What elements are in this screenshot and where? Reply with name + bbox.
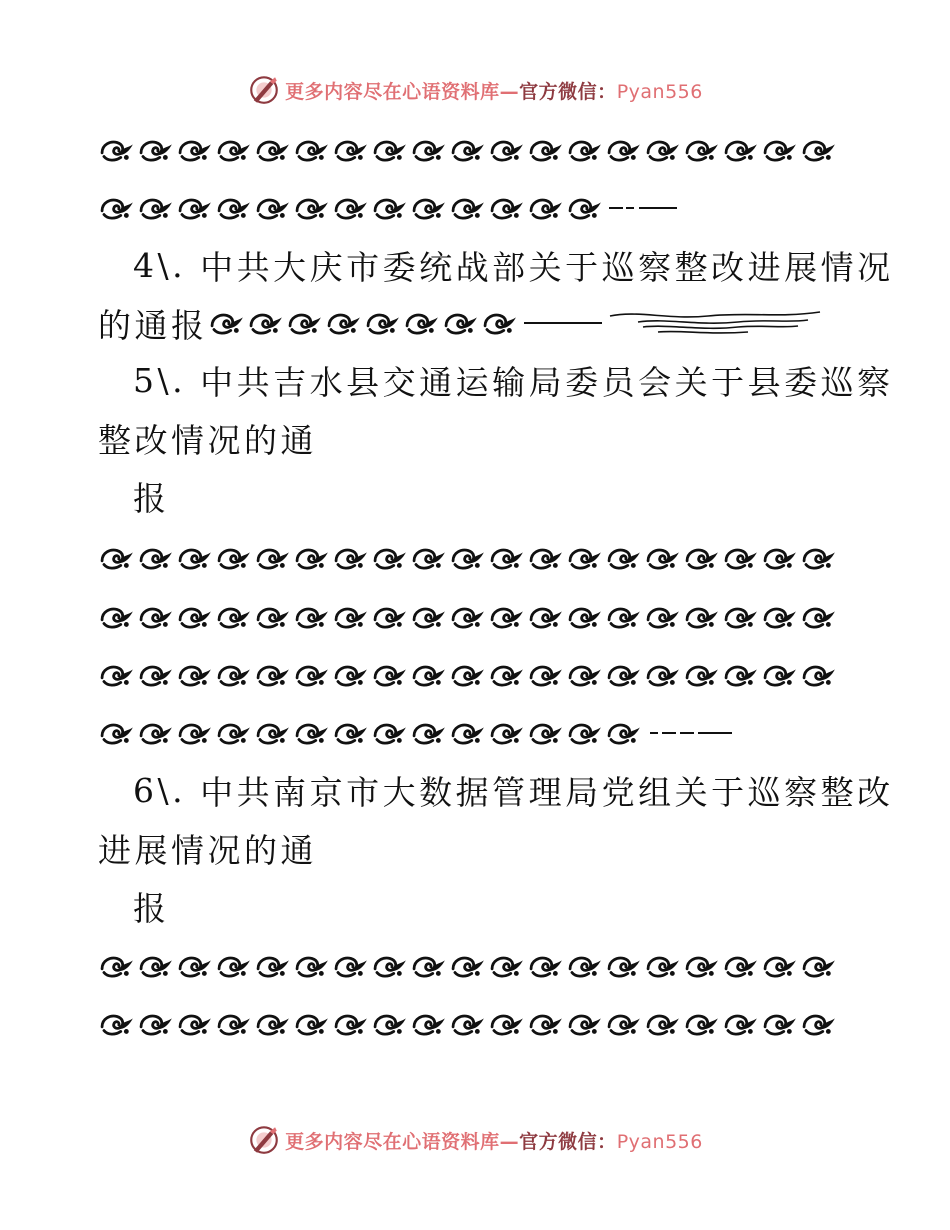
swirl-leaf-icon [449, 952, 487, 980]
swirl-leaf-icon [254, 136, 292, 164]
swirl-leaf-icon [137, 603, 175, 631]
swirl-leaf-icon [683, 952, 721, 980]
swirl-leaf-icon [293, 544, 331, 572]
pen-circle-logo-icon [247, 1123, 281, 1157]
swirl-leaf-icon [371, 719, 409, 747]
swirl-leaf-icon [644, 1010, 682, 1038]
swirl-leaf-icon [98, 136, 136, 164]
swirl-leaf-icon [254, 544, 292, 572]
swirl-leaf-icon [293, 603, 331, 631]
swirl-leaf-icon [98, 603, 136, 631]
swirl-leaf-icon [566, 719, 604, 747]
swirl-leaf-icon [137, 952, 175, 980]
swirl-leaf-icon [98, 952, 136, 980]
swirl-leaf-icon [293, 719, 331, 747]
swirl-leaf-icon [176, 1010, 214, 1038]
swirl-leaf-icon [215, 1010, 253, 1038]
swirl-leaf-icon [332, 544, 370, 572]
swirl-leaf-icon [176, 544, 214, 572]
swirl-leaf-icon [527, 719, 565, 747]
swirl-leaf-icon [488, 719, 526, 747]
swirl-leaf-icon [761, 661, 799, 689]
swirl-leaf-icon [449, 544, 487, 572]
swirl-leaf-icon [800, 952, 838, 980]
swirl-leaf-icon [449, 194, 487, 222]
swirl-leaf-icon [371, 603, 409, 631]
swirl-leaf-icon [215, 194, 253, 222]
swirl-leaf-icon [683, 603, 721, 631]
swirl-leaf-icon [410, 719, 448, 747]
swirl-leaf-icon [488, 194, 526, 222]
swirl-leaf-icon [722, 1010, 760, 1038]
swirl-leaf-icon [449, 661, 487, 689]
swirl-leaf-icon [527, 1010, 565, 1038]
item-title-line3: 报 [133, 478, 170, 518]
swirl-leaf-icon [722, 136, 760, 164]
swirl-leaf-icon [527, 603, 565, 631]
swirl-leaf-icon [254, 952, 292, 980]
ornament-row [98, 179, 858, 237]
swirl-leaf-icon [722, 952, 760, 980]
swirl-leaf-icon [761, 544, 799, 572]
swirl-leaf-icon [332, 603, 370, 631]
swirl-leaf-icon [137, 544, 175, 572]
swirl-leaf-icon [332, 719, 370, 747]
swirl-leaf-icon [761, 952, 799, 980]
ornament-row [98, 704, 858, 762]
swirl-leaf-icon [332, 952, 370, 980]
swirl-leaf-icon [208, 309, 246, 337]
item-number: 4\. [133, 245, 187, 285]
swirl-leaf-icon [800, 661, 838, 689]
swirl-leaf-icon [215, 719, 253, 747]
swirl-leaf-icon [605, 952, 643, 980]
swirl-leaf-icon [488, 603, 526, 631]
ornament-row [98, 588, 858, 646]
swirl-leaf-icon [488, 952, 526, 980]
swirl-leaf-icon [449, 1010, 487, 1038]
banner-wechat-id: Pyan556 [616, 1130, 703, 1153]
swirl-leaf-icon [644, 603, 682, 631]
swirl-leaf-icon [293, 136, 331, 164]
swirl-leaf-icon [527, 661, 565, 689]
swirl-leaf-icon [137, 194, 175, 222]
rule-dash [680, 732, 694, 734]
swirl-leaf-icon [254, 603, 292, 631]
swirl-leaf-icon [605, 661, 643, 689]
swirl-leaf-icon [449, 136, 487, 164]
swirl-leaf-icon [605, 1010, 643, 1038]
header-banner [0, 70, 950, 110]
swirl-leaf-icon [332, 194, 370, 222]
swirl-leaf-icon [800, 603, 838, 631]
swirl-leaf-icon [371, 661, 409, 689]
swirl-leaf-icon [644, 544, 682, 572]
swirl-leaf-icon [644, 952, 682, 980]
rule-dash [639, 207, 677, 209]
swirl-leaf-icon [683, 1010, 721, 1038]
rule-dash [626, 207, 634, 209]
swirl-leaf-icon [371, 952, 409, 980]
swirl-leaf-icon [98, 544, 136, 572]
item-number: 6\. [133, 770, 187, 810]
item-title-line1: 中共南京市大数据管理局党组关于巡察整改 [200, 772, 894, 812]
list-item-6 [133, 761, 893, 819]
swirl-leaf-icon [371, 136, 409, 164]
swirl-leaf-icon [527, 194, 565, 222]
banner-main-text: 更多内容尽在心语资料库 [285, 1130, 500, 1153]
swirl-leaf-icon [722, 661, 760, 689]
item-title-line1: 中共吉水县交通运输局委员会关于县委巡察 [200, 362, 894, 402]
swirl-leaf-icon [488, 544, 526, 572]
swirl-leaf-icon [254, 194, 292, 222]
swirl-leaf-icon [410, 1010, 448, 1038]
swirl-leaf-icon [605, 603, 643, 631]
pen-circle-logo-icon [247, 73, 281, 107]
swirl-leaf-icon [176, 952, 214, 980]
swirl-leaf-icon [566, 952, 604, 980]
banner-wechat-id: Pyan556 [616, 80, 703, 103]
swirl-leaf-icon [410, 603, 448, 631]
swirl-leaf-icon [605, 136, 643, 164]
rule-dash [524, 322, 602, 324]
swirl-leaf-icon [293, 1010, 331, 1038]
swirl-leaf-icon [137, 661, 175, 689]
list-item-4 [133, 236, 893, 294]
swirl-leaf-icon [800, 544, 838, 572]
item-number: 5\. [133, 360, 187, 400]
swirl-leaf-icon [488, 661, 526, 689]
swirl-leaf-icon [605, 544, 643, 572]
swirl-leaf-icon [410, 194, 448, 222]
swirl-leaf-icon [176, 719, 214, 747]
swirl-leaf-icon [761, 603, 799, 631]
swirl-leaf-icon [527, 952, 565, 980]
swirl-leaf-icon [98, 194, 136, 222]
swirl-leaf-icon [442, 309, 480, 337]
swirl-leaf-icon [254, 661, 292, 689]
swirl-leaf-icon [683, 544, 721, 572]
list-item-6-continued [98, 819, 858, 877]
swirl-leaf-icon [566, 603, 604, 631]
swirl-leaf-icon [683, 661, 721, 689]
swirl-leaf-icon [566, 136, 604, 164]
swirl-leaf-icon [410, 136, 448, 164]
wavy-rule-icon [608, 308, 823, 338]
swirl-leaf-icon [722, 603, 760, 631]
rule-dash [609, 207, 623, 209]
swirl-leaf-icon [403, 309, 441, 337]
swirl-leaf-icon [215, 544, 253, 572]
swirl-leaf-icon [293, 661, 331, 689]
swirl-leaf-icon [371, 194, 409, 222]
banner-text [285, 77, 703, 104]
item-title-line1: 中共大庆市委统战部关于巡察整改进展情况 [200, 247, 894, 287]
swirl-leaf-icon [566, 661, 604, 689]
swirl-leaf-icon [722, 544, 760, 572]
swirl-leaf-icon [364, 309, 402, 337]
list-item-5-continued [98, 409, 858, 467]
list-item-4-continued [98, 294, 858, 352]
footer-banner [0, 1120, 950, 1160]
swirl-leaf-icon [293, 194, 331, 222]
swirl-leaf-icon [176, 194, 214, 222]
banner-text [285, 1127, 703, 1154]
swirl-leaf-icon [410, 544, 448, 572]
swirl-leaf-icon [215, 661, 253, 689]
swirl-leaf-icon [176, 661, 214, 689]
swirl-leaf-icon [332, 136, 370, 164]
swirl-leaf-icon [247, 309, 285, 337]
swirl-leaf-icon [98, 1010, 136, 1038]
swirl-leaf-icon [98, 719, 136, 747]
swirl-leaf-icon [332, 661, 370, 689]
rule-dash [698, 732, 732, 734]
item-title-line2: 整改情况的通 [98, 420, 317, 460]
swirl-leaf-icon [488, 136, 526, 164]
swirl-leaf-icon [761, 136, 799, 164]
swirl-leaf-icon [215, 952, 253, 980]
ornament-row [98, 995, 858, 1053]
list-item-5 [133, 351, 893, 409]
swirl-leaf-icon [527, 544, 565, 572]
ornament-row [98, 937, 858, 995]
banner-wechat-label: 官方微信： [519, 80, 617, 103]
ornament-row [98, 529, 858, 587]
rule-dash [650, 732, 658, 734]
banner-dash: — [499, 80, 520, 103]
banner-main-text: 更多内容尽在心语资料库 [285, 80, 500, 103]
swirl-leaf-icon [566, 194, 604, 222]
swirl-leaf-icon [683, 136, 721, 164]
item-title-line2: 进展情况的通 [98, 830, 317, 870]
swirl-leaf-icon [644, 136, 682, 164]
swirl-leaf-icon [137, 1010, 175, 1038]
swirl-leaf-icon [644, 661, 682, 689]
swirl-leaf-icon [286, 309, 324, 337]
banner-wechat-label: 官方微信： [519, 1130, 617, 1153]
swirl-leaf-icon [605, 719, 643, 747]
swirl-leaf-icon [481, 309, 519, 337]
swirl-leaf-icon [371, 1010, 409, 1038]
item-title-line2: 的通报 [98, 305, 208, 345]
banner-dash: — [499, 1130, 520, 1153]
list-item-6-continued [133, 877, 893, 935]
ornament-inline [208, 309, 520, 337]
swirl-leaf-icon [449, 603, 487, 631]
swirl-leaf-icon [254, 719, 292, 747]
swirl-leaf-icon [566, 544, 604, 572]
swirl-leaf-icon [137, 719, 175, 747]
swirl-leaf-icon [98, 661, 136, 689]
ornament-row [98, 121, 858, 179]
list-item-5-continued [133, 467, 893, 525]
swirl-leaf-icon [137, 136, 175, 164]
swirl-leaf-icon [332, 1010, 370, 1038]
swirl-leaf-icon [176, 136, 214, 164]
swirl-leaf-icon [566, 1010, 604, 1038]
swirl-leaf-icon [215, 136, 253, 164]
swirl-leaf-icon [215, 603, 253, 631]
swirl-leaf-icon [488, 1010, 526, 1038]
swirl-leaf-icon [800, 136, 838, 164]
swirl-leaf-icon [325, 309, 363, 337]
item-title-line3: 报 [133, 888, 170, 928]
rule-dash [662, 732, 676, 734]
swirl-leaf-icon [449, 719, 487, 747]
swirl-leaf-icon [371, 544, 409, 572]
swirl-leaf-icon [410, 661, 448, 689]
swirl-leaf-icon [254, 1010, 292, 1038]
swirl-leaf-icon [293, 952, 331, 980]
swirl-leaf-icon [527, 136, 565, 164]
swirl-leaf-icon [761, 1010, 799, 1038]
ornament-row [98, 646, 858, 704]
swirl-leaf-icon [800, 1010, 838, 1038]
swirl-leaf-icon [410, 952, 448, 980]
swirl-leaf-icon [176, 603, 214, 631]
